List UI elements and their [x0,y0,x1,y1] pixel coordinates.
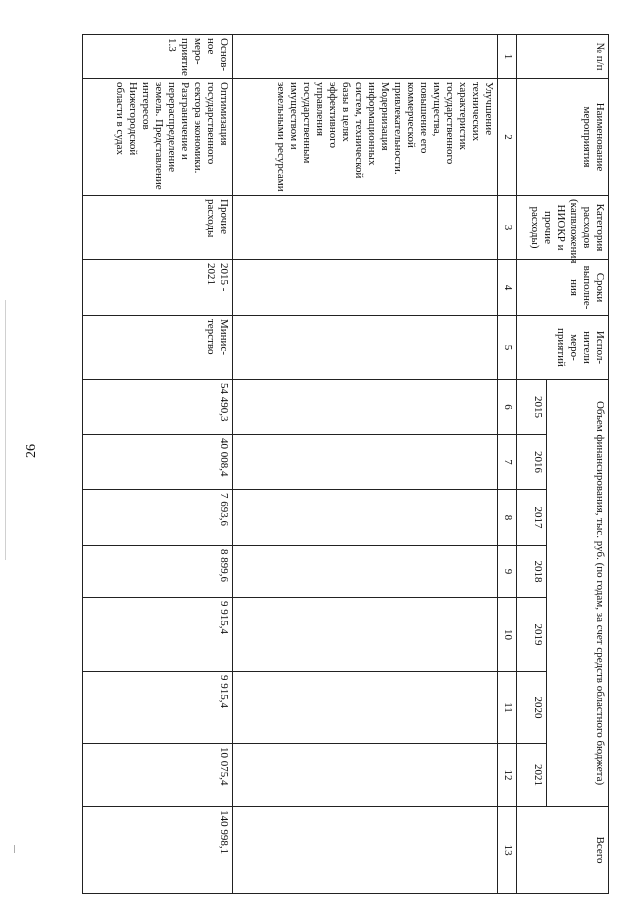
header-year-2019: 2019 [517,598,547,672]
row-name: Оптимизация государственного сектора экономики. Разграничение и перераспределение земель. Представление интересов Нижегородской области в судах [83,79,233,196]
column-number: 6 [498,380,517,435]
row-no [233,35,498,79]
column-number: 5 [498,316,517,380]
page-number: 26 [24,444,39,458]
row-value-2018 [233,546,498,598]
row-value-2020: 9 915,4 [83,672,233,744]
column-number: 9 [498,546,517,598]
column-number-row [498,35,517,894]
column-number: 8 [498,490,517,546]
scan-edge-mark [5,300,6,560]
row-value-2016: 40 008,4 [83,435,233,490]
row-no: Основ-ное меро-приятие 1.3 [83,35,233,79]
header-year-2016: 2016 [517,435,547,490]
row-value-2019 [233,598,498,672]
row-value-2020 [233,672,498,744]
header-funding-group: Объем финансирования, тыс. руб. (по годам, за счет средств областного бюджета) [547,380,609,807]
row-value-2016 [233,435,498,490]
header-category: Категория расходов (капвложения НИОКР и прочие расходы) [517,196,609,260]
row-value-2018: 8 899,6 [83,546,233,598]
column-number: 10 [498,598,517,672]
column-number: 2 [498,79,517,196]
row-value-2017: 7 693,6 [83,490,233,546]
header-year-2021: 2021 [517,744,547,807]
column-number: 12 [498,744,517,807]
table-row [83,35,233,894]
row-category [233,196,498,260]
row-terms: 2015 - 2021 [83,260,233,316]
header-executors: Испол-нители меро-приятий [517,316,609,380]
column-number: 13 [498,807,517,894]
row-name: Улучшение технических характеристик государственного имущества, повышение его коммерческой привлекательности. Модернизация информационных систем, технической базы в целях эффективного управления государственным имуществом и земельными ресурсами [233,79,498,196]
row-value-2017 [233,490,498,546]
header-total: Всего [517,807,609,894]
header-year-2017: 2017 [517,490,547,546]
table-row [233,35,498,894]
column-number: 11 [498,672,517,744]
row-value-2021 [233,744,498,807]
row-total: 140 998,1 [83,807,233,894]
funding-table [82,34,609,894]
rotated-page-content [79,34,609,893]
scan-speck [14,845,15,853]
column-number: 3 [498,196,517,260]
row-value-2019: 9 915,4 [83,598,233,672]
header-no: № п/п [517,35,609,79]
header-name: Наименование мероприятия [517,79,609,196]
row-category: Прочие расходы [83,196,233,260]
row-terms [233,260,498,316]
column-number: 4 [498,260,517,316]
column-number: 7 [498,435,517,490]
row-executors [233,316,498,380]
row-executors: Минис-терство [83,316,233,380]
header-row-top [547,35,609,894]
header-year-2018: 2018 [517,546,547,598]
row-value-2015: 54 490,3 [83,380,233,435]
header-terms: Сроки выполне-ния [517,260,609,316]
header-year-2015: 2015 [517,380,547,435]
row-value-2015 [233,380,498,435]
column-number: 1 [498,35,517,79]
row-value-2021: 10 075,4 [83,744,233,807]
row-total [233,807,498,894]
header-year-2020: 2020 [517,672,547,744]
